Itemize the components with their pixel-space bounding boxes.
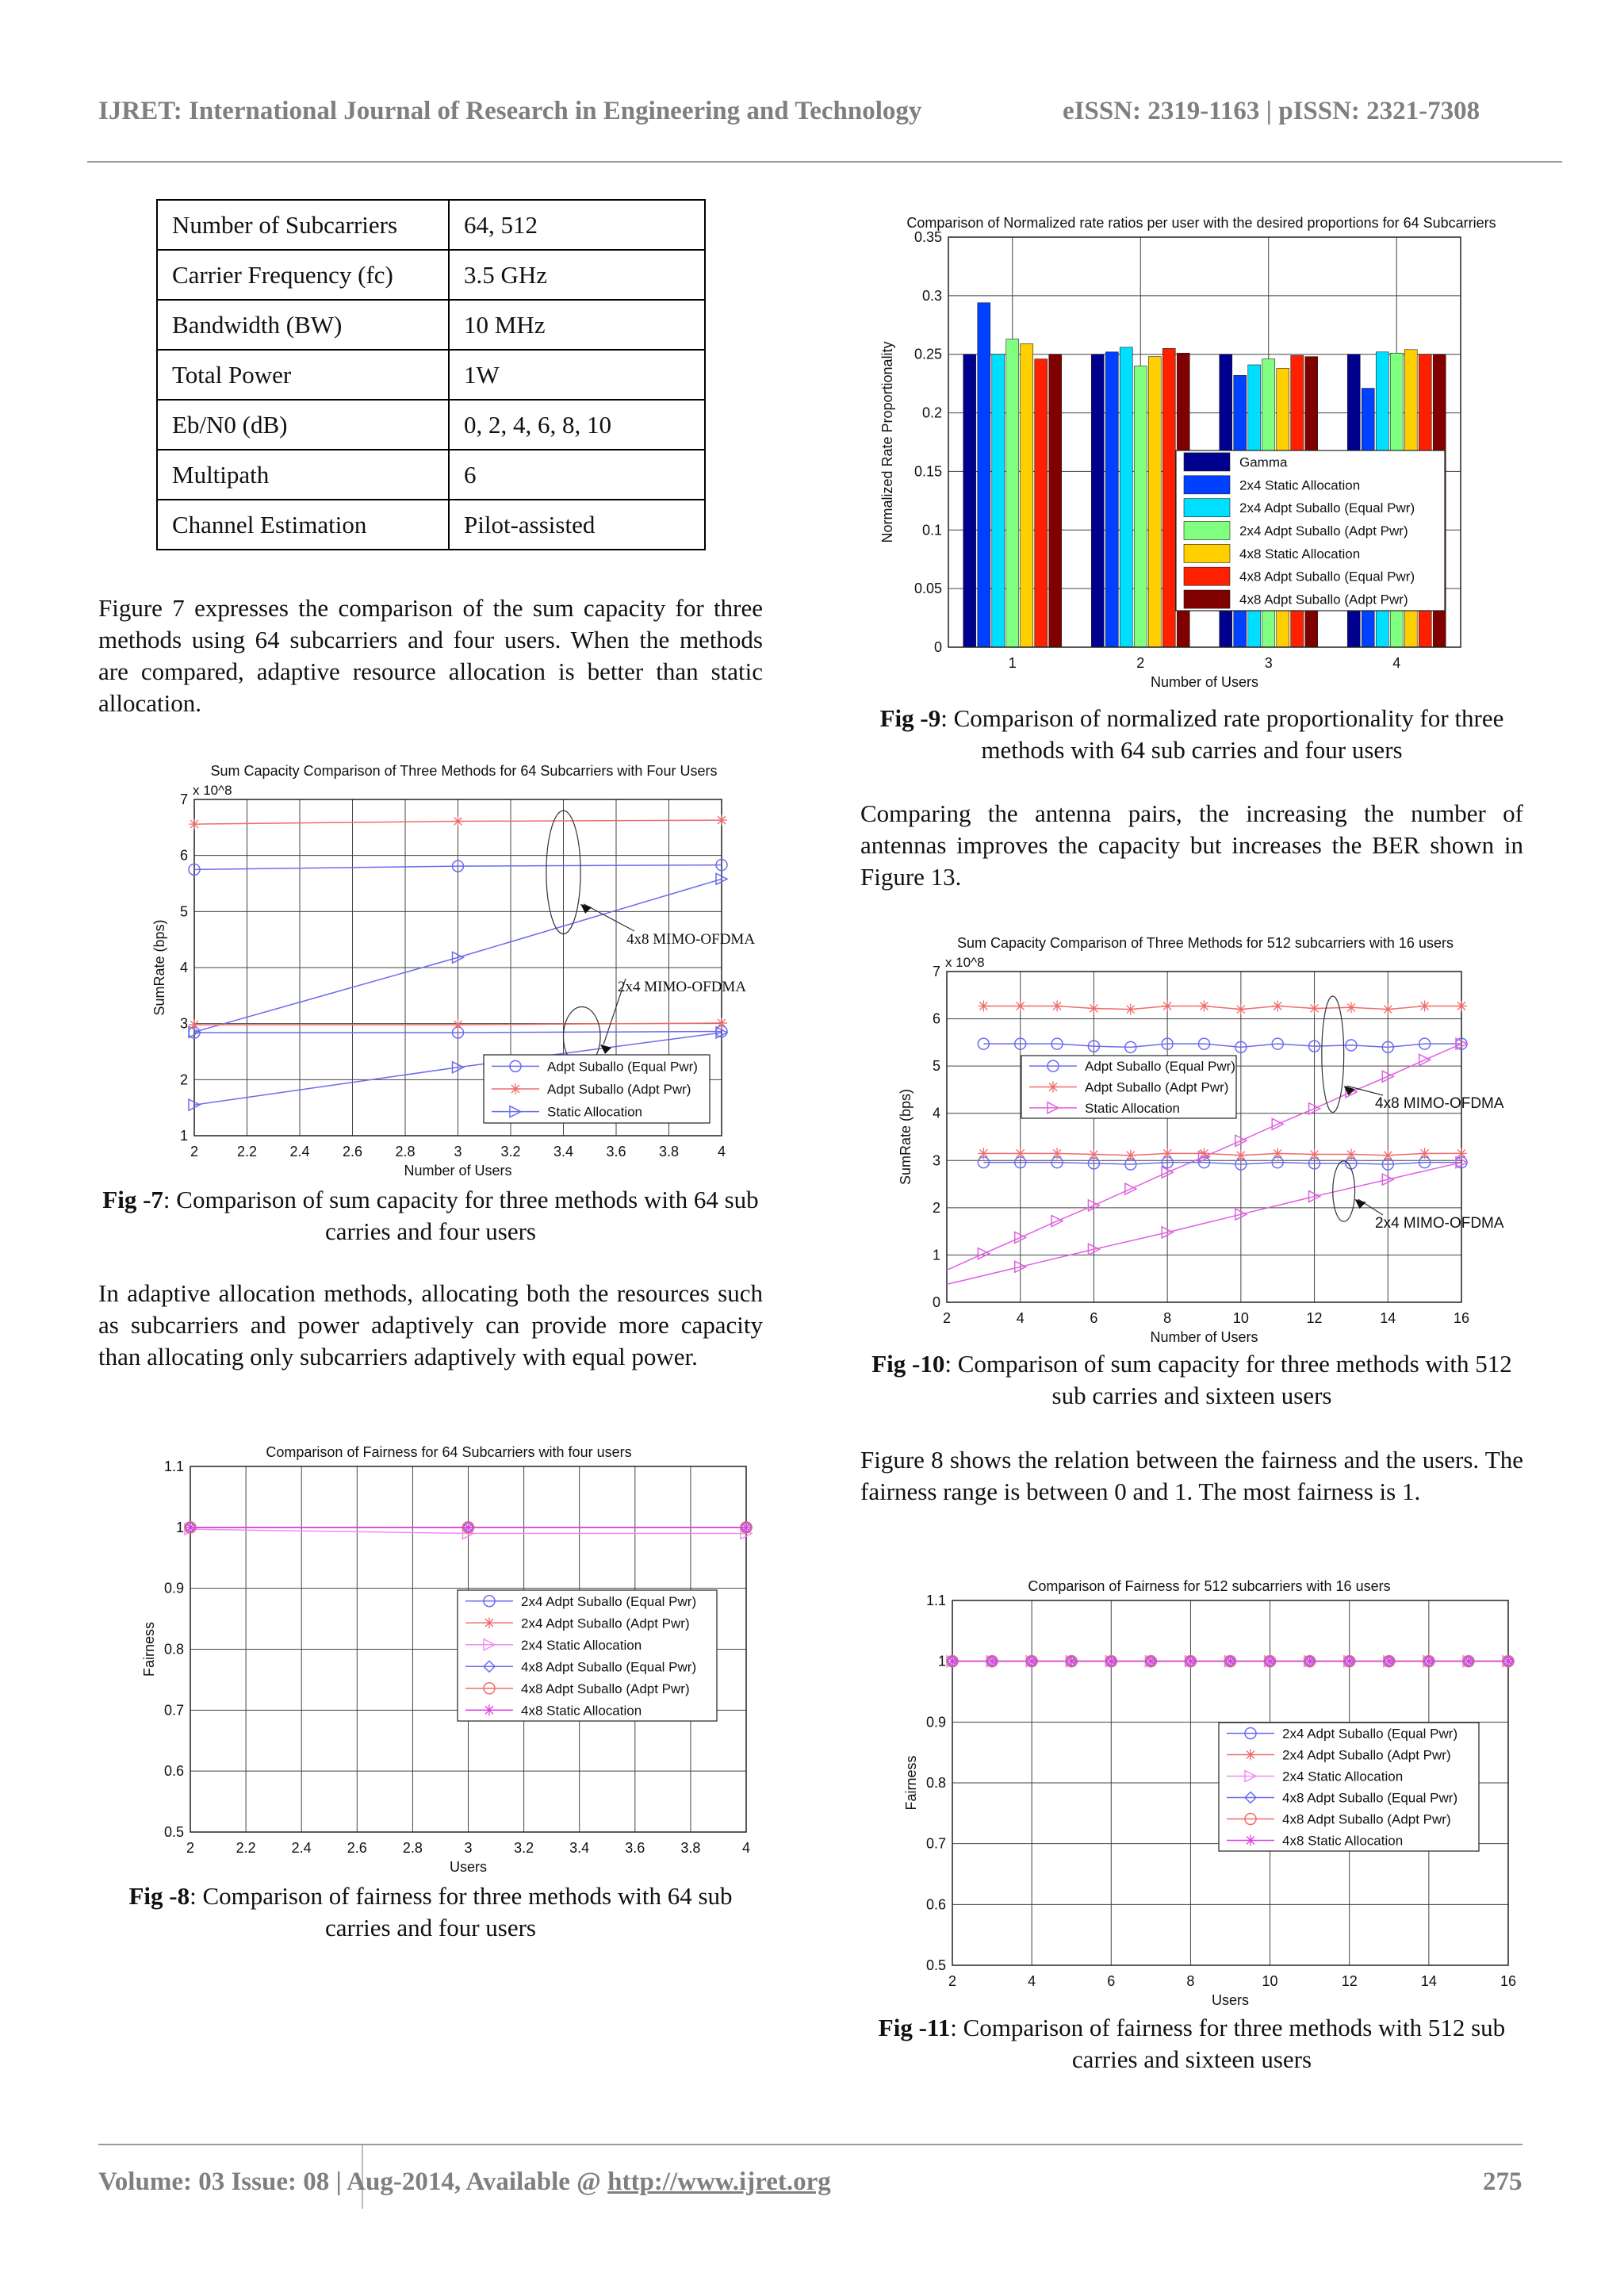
x-tick-label: 10 [1232, 1310, 1249, 1326]
data-point [1225, 1656, 1236, 1667]
x-tick-label: 2.2 [236, 1144, 258, 1159]
data-point [1162, 1000, 1173, 1011]
caption-label: Fig -9 [879, 704, 941, 732]
plot-frame [947, 972, 1461, 1302]
legend-label: Static Allocation [547, 1104, 643, 1120]
y-axis-label: Fairness [141, 1621, 157, 1677]
data-point [1051, 1148, 1063, 1159]
x-tick-label: 2.6 [347, 1840, 367, 1856]
param-value: Pilot-assisted [449, 500, 705, 550]
x-tick-label: 4 [1028, 1973, 1036, 1989]
data-point [463, 1522, 474, 1533]
y-tick-label: 0.25 [914, 346, 942, 362]
data-point [1199, 1148, 1210, 1159]
x-tick-label: 2.8 [402, 1840, 423, 1856]
legend [1021, 1056, 1236, 1118]
caption-text: : Comparison of normalized rate proportionality for three methods with 64 sub carries and four users [940, 704, 1504, 764]
bar [1162, 348, 1175, 647]
chart-fig9-rate-proportionality [860, 202, 1542, 694]
y-tick-label: 0.9 [925, 1714, 946, 1731]
y-tick-label: 0.1 [921, 522, 942, 539]
x-tick-label: 2.8 [395, 1144, 416, 1159]
data-point [1309, 1002, 1320, 1014]
x-tick-label: 4 [1016, 1310, 1025, 1326]
chart-fig10-sum-capacity [888, 924, 1522, 1344]
y-tick-label: 0.7 [163, 1702, 184, 1719]
legend [1176, 450, 1445, 611]
annotation-label: 4x8 MIMO-OFDMA [1375, 1095, 1504, 1112]
data-point [947, 1656, 958, 1667]
x-tick-label: 3.6 [625, 1840, 645, 1856]
data-point [978, 1000, 989, 1011]
data-point [1185, 1656, 1196, 1667]
annotation-label: 4x8 MIMO-OFDMA [626, 931, 756, 948]
legend-label: Adpt Suballo (Adpt Pwr) [1085, 1079, 1229, 1095]
bar [1105, 352, 1118, 647]
data-point [453, 816, 464, 827]
chart-fig8-fairness [132, 1435, 766, 1880]
data-point [1423, 1656, 1434, 1667]
param-value: 10 MHz [449, 300, 705, 350]
data-point [1419, 1148, 1431, 1159]
legend-label: 4x8 Adpt Suballo (Equal Pwr) [1239, 569, 1415, 585]
x-axis-label: Number of Users [404, 1163, 512, 1178]
param-name: Carrier Frequency (fc) [157, 250, 449, 300]
legend-label: 4x8 Adpt Suballo (Equal Pwr) [1282, 1790, 1458, 1806]
data-point [1125, 1150, 1136, 1161]
x-tick-label: 6 [1090, 1310, 1098, 1326]
x-tick-label: 3.4 [553, 1144, 574, 1159]
y-tick-label: 0 [932, 1294, 940, 1310]
series-line [983, 1163, 1461, 1164]
legend-box [458, 1590, 717, 1721]
param-value: 64, 512 [449, 200, 705, 250]
footer-divider [98, 2144, 1522, 2145]
chart-title: Comparison of Fairness for 512 subcarriers with 16 users [1028, 1578, 1391, 1594]
data-point [1015, 1000, 1026, 1011]
header-divider [87, 161, 1562, 163]
legend-swatch [1184, 521, 1230, 539]
table-row [157, 500, 705, 550]
data-point [1346, 1002, 1357, 1013]
data-point [1088, 1149, 1099, 1160]
data-point [1272, 1000, 1283, 1011]
x-tick-label: 2.4 [291, 1840, 312, 1856]
y-tick-label: 0.3 [921, 287, 942, 304]
series-1 [978, 1000, 1467, 1014]
x-tick-label: 4 [1392, 655, 1401, 671]
axis-exponent: x 10^8 [193, 783, 232, 798]
legend-marker [1245, 1835, 1256, 1846]
arrow-head-icon [600, 1045, 611, 1054]
data-point [1235, 1004, 1247, 1015]
x-tick-label: 2.4 [289, 1144, 310, 1159]
bar [1049, 355, 1062, 647]
x-tick-label: 1 [1008, 655, 1017, 671]
x-tick-label: 3.8 [680, 1840, 701, 1856]
y-tick-label: 4 [179, 960, 188, 976]
data-point [1463, 1656, 1474, 1667]
data-point [1088, 1002, 1099, 1014]
caption-fig8 [98, 1880, 763, 1944]
legend-label: 2x4 Adpt Suballo (Adpt Pwr) [1282, 1747, 1451, 1763]
legend-label: 2x4 Adpt Suballo (Adpt Pwr) [1239, 523, 1408, 539]
y-axis-label: SumRate (bps) [898, 1088, 914, 1186]
param-value: 3.5 GHz [449, 250, 705, 300]
legend-label: Static Allocation [1085, 1100, 1181, 1116]
x-tick-label: 14 [1420, 1973, 1437, 1989]
parameters-table [156, 199, 706, 550]
y-axis-label: Normalized Rate Proportionality [879, 341, 895, 543]
data-point [185, 1522, 196, 1533]
x-tick-label: 3 [464, 1840, 473, 1856]
y-tick-label: 2 [932, 1199, 940, 1216]
data-point [1272, 1148, 1283, 1159]
param-name: Channel Estimation [157, 500, 449, 550]
chart-title: Comparison of Normalized rate ratios per user with the desired proportions for 64 Subcarriers [906, 215, 1496, 231]
y-tick-label: 2 [179, 1071, 188, 1088]
caption-text: : Comparison of sum capacity for three methods with 64 sub carries and four users [163, 1186, 759, 1245]
y-tick-label: 6 [932, 1010, 940, 1027]
footer-link[interactable]: http://www.ijret.org [607, 2168, 831, 2196]
series-line [983, 1044, 1461, 1047]
legend-label: Gamma [1239, 454, 1288, 470]
data-point [1026, 1656, 1037, 1667]
legend-marker [510, 1083, 521, 1094]
y-tick-label: 1.1 [163, 1458, 184, 1474]
series-4 [978, 1148, 1467, 1160]
data-point [1309, 1149, 1320, 1160]
data-point [1199, 1000, 1210, 1011]
x-tick-label: 12 [1306, 1310, 1323, 1326]
y-tick-label: 0.6 [925, 1896, 946, 1913]
x-tick-label: 2.2 [236, 1840, 256, 1856]
y-tick-label: 0.7 [925, 1835, 946, 1852]
x-tick-label: 8 [1163, 1310, 1172, 1326]
legend-label: 2x4 Static Allocation [521, 1637, 642, 1653]
table-row [157, 300, 705, 350]
y-tick-label: 3 [932, 1152, 940, 1169]
annotation-label: 2x4 MIMO-OFDMA [1375, 1215, 1504, 1232]
data-point [189, 818, 200, 830]
data-point [1015, 1148, 1026, 1159]
legend-label: 4x8 Adpt Suballo (Adpt Pwr) [521, 1681, 690, 1696]
legend-swatch [1184, 590, 1230, 608]
data-point [1145, 1656, 1156, 1667]
legend-swatch [1184, 567, 1230, 585]
legend-label: 4x8 Static Allocation [521, 1703, 642, 1719]
param-name: Eb/N0 (dB) [157, 400, 449, 450]
legend-label: 4x8 Adpt Suballo (Adpt Pwr) [1282, 1811, 1451, 1827]
param-name: Bandwidth (BW) [157, 300, 449, 350]
series-0 [978, 1038, 1467, 1052]
annotation-label: 2x4 MIMO-OFDMA [618, 979, 747, 995]
y-tick-label: 0.5 [925, 1957, 946, 1973]
data-point [1384, 1656, 1395, 1667]
x-tick-label: 2 [190, 1144, 199, 1159]
data-point [978, 1148, 989, 1159]
x-tick-label: 3.4 [569, 1840, 590, 1856]
legend-label: 2x4 Adpt Suballo (Equal Pwr) [521, 1593, 697, 1609]
bar [963, 355, 976, 647]
data-point [1051, 1000, 1063, 1011]
x-tick-label: 16 [1453, 1310, 1470, 1326]
data-point [453, 1019, 464, 1030]
bar [1120, 347, 1132, 647]
param-name: Number of Subcarriers [157, 200, 449, 250]
x-axis-label: Number of Users [1150, 674, 1259, 690]
annotation-ellipse [1322, 996, 1344, 1113]
y-tick-label: 0.15 [914, 463, 942, 480]
x-tick-label: 3 [1264, 655, 1273, 671]
legend-marker [1048, 1082, 1059, 1093]
data-point [1265, 1656, 1276, 1667]
legend-swatch [1184, 476, 1230, 494]
axis-exponent: x 10^8 [945, 955, 985, 970]
bar [1134, 366, 1147, 647]
issn: eISSN: 2319-1163 | pISSN: 2321-7308 [1063, 97, 1480, 125]
caption-fig7 [98, 1184, 763, 1248]
y-tick-label: 0 [933, 639, 942, 655]
y-tick-label: 0.35 [914, 229, 942, 245]
y-tick-label: 4 [932, 1105, 940, 1121]
x-axis-label: Number of Users [1150, 1329, 1258, 1344]
legend-label: 2x4 Static Allocation [1239, 477, 1361, 493]
y-tick-label: 0.2 [921, 404, 942, 421]
y-tick-label: 0.8 [925, 1775, 946, 1791]
data-point [189, 1019, 200, 1030]
y-tick-label: 5 [932, 1058, 940, 1075]
chart-title: Sum Capacity Comparison of Three Methods for 512 subcarriers with 16 users [957, 935, 1454, 951]
param-value: 6 [449, 450, 705, 500]
legend-label: 2x4 Adpt Suballo (Adpt Pwr) [521, 1616, 690, 1631]
legend-swatch [1184, 544, 1230, 562]
chart-title: Sum Capacity Comparison of Three Methods for 64 Subcarriers with Four Users [210, 763, 718, 779]
bar [1035, 359, 1048, 647]
legend-label: 2x4 Adpt Suballo (Equal Pwr) [1239, 500, 1415, 516]
data-point [1419, 1000, 1431, 1011]
legend-box [1219, 1723, 1479, 1851]
chart-fig11-fairness [888, 1566, 1530, 2010]
legend-marker [484, 1704, 495, 1715]
caption-label: Fig -7 [102, 1186, 163, 1213]
data-point [1105, 1656, 1116, 1667]
data-point [716, 815, 727, 826]
x-tick-label: 10 [1262, 1973, 1278, 1989]
legend-swatch [1184, 499, 1230, 517]
paragraph-antenna: Comparing the antenna pairs, the increasing the number of antennas improves the capacity but increases the BER shown in Figure 13. [860, 799, 1523, 891]
table-row [157, 450, 705, 500]
table-row [157, 250, 705, 300]
table-row [157, 350, 705, 400]
y-tick-label: 7 [932, 964, 940, 979]
x-tick-label: 3.6 [606, 1144, 626, 1159]
table-row [157, 200, 705, 250]
caption-label: Fig -8 [128, 1882, 190, 1910]
x-tick-label: 3 [454, 1144, 462, 1159]
caption-fig9 [860, 703, 1523, 766]
legend-label: Adpt Suballo (Equal Pwr) [1085, 1059, 1235, 1075]
x-tick-label: 3.2 [500, 1144, 521, 1159]
x-tick-label: 4 [741, 1840, 751, 1856]
x-axis-label: Users [449, 1859, 488, 1875]
y-tick-label: 0.6 [163, 1763, 184, 1780]
caption-text: : Comparison of fairness for three methods with 512 sub carries and sixteen users [950, 2014, 1506, 2073]
data-point [1304, 1656, 1316, 1667]
data-point [1382, 1004, 1393, 1015]
legend-swatch [1184, 453, 1230, 471]
data-point [1344, 1656, 1355, 1667]
data-point [1162, 1148, 1173, 1159]
x-tick-label: 12 [1341, 1973, 1358, 1989]
legend-label: Adpt Suballo (Adpt Pwr) [547, 1082, 691, 1097]
footer-volume-text: Volume: 03 Issue: 08 | Aug-2014, Available @ [98, 2168, 608, 2196]
chart-title: Comparison of Fairness for 64 Subcarriers with four users [266, 1444, 632, 1460]
data-point [1382, 1150, 1393, 1161]
caption-text: : Comparison of fairness for three methods with 64 sub carries and four users [190, 1882, 733, 1941]
bar [992, 355, 1005, 647]
x-tick-label: 3.2 [514, 1840, 534, 1856]
y-tick-label: 1.1 [925, 1593, 946, 1608]
x-tick-label: 2 [1136, 655, 1145, 671]
legend [1219, 1723, 1479, 1851]
legend [484, 1055, 710, 1123]
param-value: 0, 2, 4, 6, 8, 10 [449, 400, 705, 450]
x-tick-label: 2 [186, 1840, 195, 1856]
legend-label: Adpt Suballo (Equal Pwr) [547, 1059, 698, 1075]
y-tick-label: 0.5 [163, 1824, 184, 1840]
data-point [986, 1656, 998, 1667]
series-5 [947, 1656, 1514, 1667]
paragraph-fairness: Figure 8 shows the relation between the fairness and the users. The fairness range is between 0 and 1. The most fairness is 1. [860, 1446, 1523, 1505]
caption-fig11 [860, 2012, 1523, 2076]
y-tick-label: 5 [179, 903, 188, 920]
x-tick-label: 4 [717, 1144, 726, 1159]
legend-label: 4x8 Adpt Suballo (Adpt Pwr) [1239, 592, 1408, 608]
caption-label: Fig -11 [878, 2014, 951, 2041]
y-axis-label: SumRate (bps) [151, 919, 167, 1016]
legend [458, 1590, 717, 1721]
table-row [157, 400, 705, 450]
chart-fig7-sum-capacity [147, 753, 781, 1178]
data-point [741, 1522, 752, 1533]
data-point [1125, 1004, 1136, 1015]
bar [1091, 355, 1104, 647]
x-tick-label: 2.6 [342, 1144, 363, 1159]
legend-marker [484, 1617, 495, 1628]
footer-volume [98, 2168, 831, 2197]
param-value: 1W [449, 350, 705, 400]
x-tick-label: 16 [1500, 1973, 1517, 1989]
bar [1006, 339, 1019, 647]
x-tick-label: 2 [942, 1310, 952, 1326]
y-tick-label: 0.9 [163, 1580, 184, 1596]
y-tick-label: 1 [932, 1247, 940, 1263]
y-tick-label: 7 [179, 792, 188, 807]
bar [978, 303, 990, 647]
caption-label: Fig -10 [871, 1350, 945, 1378]
legend-label: 4x8 Static Allocation [1239, 546, 1361, 562]
y-tick-label: 1 [179, 1128, 188, 1144]
param-name: Total Power [157, 350, 449, 400]
data-point [1066, 1656, 1077, 1667]
x-tick-label: 6 [1107, 1973, 1116, 1989]
bar [1021, 343, 1033, 647]
x-tick-label: 3.8 [658, 1144, 680, 1159]
legend-label: 2x4 Adpt Suballo (Equal Pwr) [1282, 1726, 1458, 1742]
caption-text: : Comparison of sum capacity for three methods with 512 sub carries and sixteen users [944, 1350, 1512, 1409]
y-tick-label: 0.8 [163, 1641, 184, 1658]
journal-title: IJRET: International Journal of Research in Engineering and Technology [98, 97, 922, 125]
series-3 [978, 1157, 1467, 1170]
series-5 [185, 1522, 752, 1533]
y-tick-label: 1 [175, 1519, 184, 1535]
legend-label: 2x4 Static Allocation [1282, 1769, 1404, 1784]
paragraph-fig7-intro: Figure 7 expresses the comparison of the sum capacity for three methods using 64 subcarriers and four users. When the methods are compared, adaptive resource allocation is better than static allocation. [98, 594, 763, 717]
legend-marker [1245, 1750, 1256, 1761]
legend-label: 4x8 Adpt Suballo (Equal Pwr) [521, 1659, 697, 1675]
y-tick-label: 1 [937, 1653, 946, 1669]
legend-label: 4x8 Static Allocation [1282, 1833, 1404, 1849]
data-point [1346, 1149, 1357, 1160]
y-tick-label: 6 [179, 847, 188, 864]
x-tick-label: 2 [948, 1973, 957, 1989]
data-point [1235, 1150, 1247, 1161]
y-tick-label: 0.05 [914, 581, 942, 597]
paragraph-adaptive: In adaptive allocation methods, allocating both the resources such as subcarriers and power adaptively can provide more capacity than allocating only subcarriers adaptively with equal power. [98, 1279, 763, 1370]
y-tick-label: 3 [179, 1015, 188, 1032]
bar [1148, 357, 1161, 647]
param-name: Multipath [157, 450, 449, 500]
caption-fig10 [860, 1348, 1523, 1412]
data-point [1503, 1656, 1514, 1667]
y-axis-label: Fairness [903, 1755, 919, 1811]
page-number: 275 [1483, 2168, 1522, 2196]
data-point [1456, 1000, 1467, 1011]
x-tick-label: 14 [1380, 1310, 1396, 1326]
x-tick-label: 8 [1186, 1973, 1195, 1989]
data-point [716, 1018, 727, 1029]
x-axis-label: Users [1211, 1992, 1250, 2008]
